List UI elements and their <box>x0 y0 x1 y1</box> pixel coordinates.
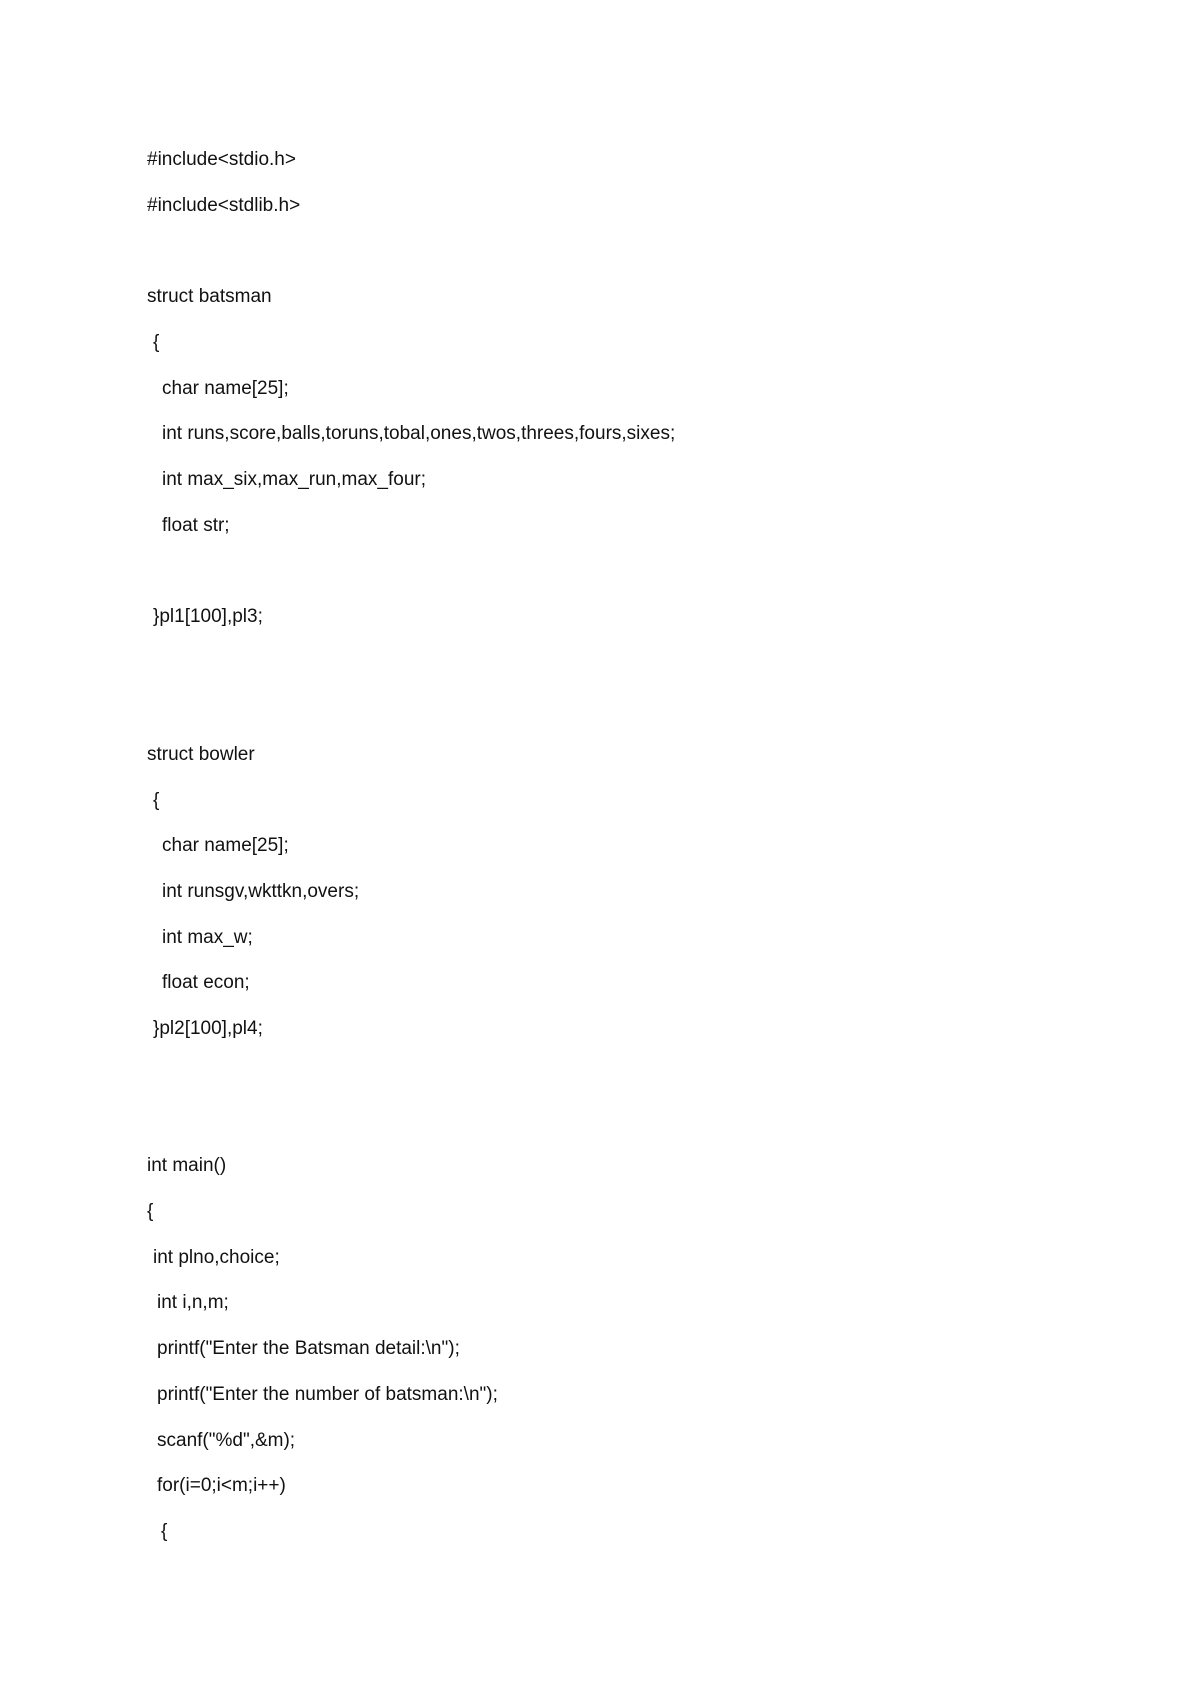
code-line: struct batsman <box>147 286 272 307</box>
code-line: int i,n,m; <box>157 1292 229 1313</box>
code-line: int plno,choice; <box>153 1247 280 1268</box>
code-line: { <box>161 1521 168 1542</box>
code-line: #include<stdlib.h> <box>147 195 301 216</box>
code-line: char name[25]; <box>162 835 289 856</box>
code-line: float str; <box>162 515 230 536</box>
code-line: int max_w; <box>162 927 253 948</box>
code-line: scanf("%d",&m); <box>157 1430 296 1451</box>
code-line: int main() <box>147 1155 227 1176</box>
code-line: }pl2[100],pl4; <box>153 1018 263 1039</box>
code-line: { <box>153 790 160 811</box>
code-line: int runsgv,wkttkn,overs; <box>162 881 360 902</box>
code-line: int runs,score,balls,toruns,tobal,ones,twos,threes,fours,sixes; <box>162 423 676 444</box>
code-line: printf("Enter the number of batsman:\n"); <box>157 1384 498 1405</box>
code-line: }pl1[100],pl3; <box>153 606 263 627</box>
code-line: #include<stdio.h> <box>147 149 296 170</box>
code-line: struct bowler <box>147 744 255 765</box>
code-line: int max_six,max_run,max_four; <box>162 469 426 490</box>
code-line: for(i=0;i<m;i++) <box>157 1475 286 1496</box>
code-line: { <box>153 332 160 353</box>
code-line: float econ; <box>162 972 250 993</box>
code-line: { <box>147 1201 154 1222</box>
code-line: printf("Enter the Batsman detail:\n"); <box>157 1338 460 1359</box>
code-line: char name[25]; <box>162 378 289 399</box>
